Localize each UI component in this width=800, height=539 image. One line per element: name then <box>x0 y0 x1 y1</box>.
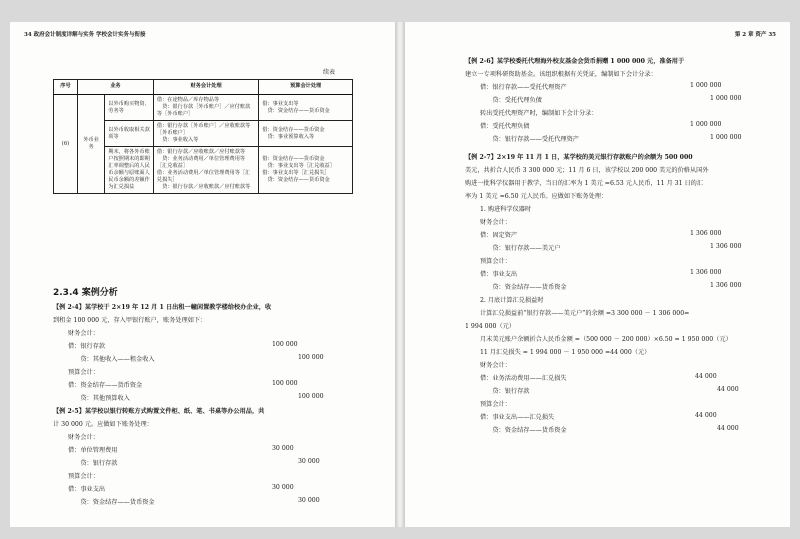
financial-cell: 借：银行存款／应收账款／应付账款等 贷：业务活动费用／单位管理费用等［汇兑收益］ 借：业务活动费用／单位管理费用等［汇兑损失］ 贷：银行存款／应收账款／应付账款等 <box>153 147 258 194</box>
amount: 1 000 000 <box>710 95 742 102</box>
entry-line: 借：资金结存——货币资金 <box>68 382 143 389</box>
amount: 44 000 <box>695 373 717 380</box>
entry-line: 贷：资金结存——货币资金 <box>480 427 567 434</box>
amount: 100 000 <box>272 341 298 348</box>
example-line: 【例 2-5】某学校以银行转账方式购置文件柜、纸、笔、书桌等办公用品，共 <box>53 408 265 415</box>
example-line: 财务会计： <box>68 330 99 337</box>
amount: 1 000 000 <box>710 134 742 141</box>
business-cell: 期末，将各外币账户按照期末的即期汇率调整后的人民币余额与原账面人民币余额的差额作为汇兑损益 <box>105 147 154 194</box>
table-row <box>54 95 353 121</box>
gutter <box>395 22 405 527</box>
amount: 44 000 <box>717 386 739 393</box>
amount: 1 000 000 <box>690 82 722 89</box>
example-line: 预算会计： <box>480 401 511 408</box>
amount: 30 000 <box>272 445 294 452</box>
example-line: 【例 2-6】某学校委托代理海外校友基金会货币捐赠 1 000 000 元，准备用于 <box>465 58 685 65</box>
amount: 30 000 <box>272 484 294 491</box>
example-line: 1. 购进科学仪器时 <box>480 206 532 213</box>
row-category: 外币业务 <box>77 95 104 194</box>
example-line: 预算会计： <box>480 258 511 265</box>
example-line: 月末美元账户余额折合人民币金额 =（500 000 － 200 000）×6.50 = 1 950 000（元） <box>480 336 732 343</box>
example-line: 建立一专项科研资助基金。该组织根据有关凭证，编制如下会计分录： <box>465 71 657 78</box>
example-line: 【例 2-4】某学校于 2×19 年 12 月 1 日出租一幢闲置教学楼给校办企业，收 <box>53 304 272 311</box>
continued-label: 续表 <box>322 69 335 76</box>
example-line: 【例 2-7】2×19 年 11 月 1 日，某学校的美元银行存款账户的余额为 500 000 <box>465 154 693 161</box>
entry-line: 借：银行存款 <box>68 343 106 350</box>
amount: 1 306 000 <box>690 269 722 276</box>
entry-line: 借：单位管理费用 <box>68 447 118 454</box>
amount: 1 306 000 <box>690 230 722 237</box>
example-line: 11 月汇兑损失 = 1 994 000 － 1 950 000 =44 000（元） <box>480 349 651 356</box>
entry-line: 贷：银行存款 <box>68 460 118 467</box>
business-table <box>53 79 353 194</box>
entry-line: 借：事业支出 <box>480 271 518 278</box>
example-line: 财务会计： <box>480 362 511 369</box>
entry-line: 贷：银行存款——美元户 <box>480 245 561 252</box>
example-line: 购进一批科学仪器用于教学，当日的汇率为 1 美元 =6.53 元人民币，11 月 31 日的汇 <box>465 180 704 187</box>
example-line: 计 30 000 元。应做如下账务处理： <box>53 421 153 428</box>
example-line: 美元，共折合人民币 3 300 000 元；11 月 6 日，该学校以 200 000 美元的价格从国外 <box>465 167 709 174</box>
example-line: 转出受托代理资产时，编制如下会计分录： <box>480 110 598 117</box>
amount: 1 306 000 <box>710 243 742 250</box>
header-budget: 预算会计处理 <box>259 80 353 95</box>
amount: 100 000 <box>298 393 324 400</box>
entry-line: 借：受托代理负债 <box>480 123 530 130</box>
entry-line: 借：银行存款——受托代理资产 <box>480 84 567 91</box>
entry-line: 贷：银行存款——受托代理资产 <box>480 136 579 143</box>
example-line: 1 994 000（元） <box>465 323 516 330</box>
header-no: 序号 <box>54 80 78 95</box>
entry-line: 借：固定资产 <box>480 232 518 239</box>
example-line: 财务会计： <box>480 219 511 226</box>
header-financial: 财务会计处理 <box>153 80 258 95</box>
budget-cell: 借：资金结存——货币资金 贷：事业支出等［汇兑收益］ 借：事业支出等［汇兑损失］ 贷：资金结存——货币资金 <box>259 147 353 194</box>
entry-line: 贷：资金结存——货币资金 <box>480 284 567 291</box>
budget-cell: 借：事业支出等 贷：资金结存——货币资金 <box>259 95 353 121</box>
entry-line: 借：事业支出——汇兑损失 <box>480 414 555 421</box>
left-page <box>10 22 395 527</box>
entry-line: 贷：资金结存——货币资金 <box>68 499 155 506</box>
amount: 1 000 000 <box>690 121 722 128</box>
example-line: 到租金 100 000 元，存入甲银行账户，账务处理如下： <box>53 317 207 324</box>
right-page <box>405 22 790 527</box>
amount: 30 000 <box>298 497 320 504</box>
amount: 1 306 000 <box>710 282 742 289</box>
entry-line: 贷：银行存款 <box>480 388 530 395</box>
entry-line: 贷：受托代理负债 <box>480 97 542 104</box>
entry-line: 贷：其他收入——租金收入 <box>68 356 155 363</box>
right-running-head: 第 2 章 资产 35 <box>734 32 776 38</box>
left-running-head: 34 政府会计制度详解与实务 学校会计实务与衔接 <box>24 32 146 38</box>
example-line: 预算会计： <box>68 369 99 376</box>
financial-cell: 借：银行存款［外币账户］／应收账款等［外币账户］ 贷：事业收入等 <box>153 121 258 147</box>
example-line: 预算会计： <box>68 473 99 480</box>
example-line: 计算汇兑损益前“银行存款——美元户”的余额 =3 300 000 － 1 306 000= <box>480 310 690 317</box>
financial-cell: 借：在途物品／库存物品等 贷：银行存款［外币账户］／应付账款等［外币账户］ <box>153 95 258 121</box>
entry-line: 借：事业支出 <box>68 486 106 493</box>
amount: 30 000 <box>298 458 320 465</box>
amount: 100 000 <box>298 354 324 361</box>
entry-line: 贷：其他预算收入 <box>68 395 130 402</box>
budget-cell: 借：资金结存——货币资金 贷：事业预算收入等 <box>259 121 353 147</box>
amount: 100 000 <box>272 380 298 387</box>
business-cell: 以外币购买物资、劳务等 <box>105 95 154 121</box>
example-line: 率为 1 美元 =6.50 元人民币。应做如下账务处理： <box>465 193 608 200</box>
amount: 44 000 <box>695 412 717 419</box>
example-line: 2. 月底计算汇兑损益时 <box>480 297 544 304</box>
business-cell: 以外币收取相关款项等 <box>105 121 154 147</box>
amount: 44 000 <box>717 425 739 432</box>
entry-line: 借：业务活动费用——汇兑损失 <box>480 375 567 382</box>
section-title: 2.3.4 案例分析 <box>53 288 118 298</box>
header-business: 业务 <box>77 80 153 95</box>
example-line: 财务会计： <box>68 434 99 441</box>
row-number: (6) <box>54 95 78 194</box>
